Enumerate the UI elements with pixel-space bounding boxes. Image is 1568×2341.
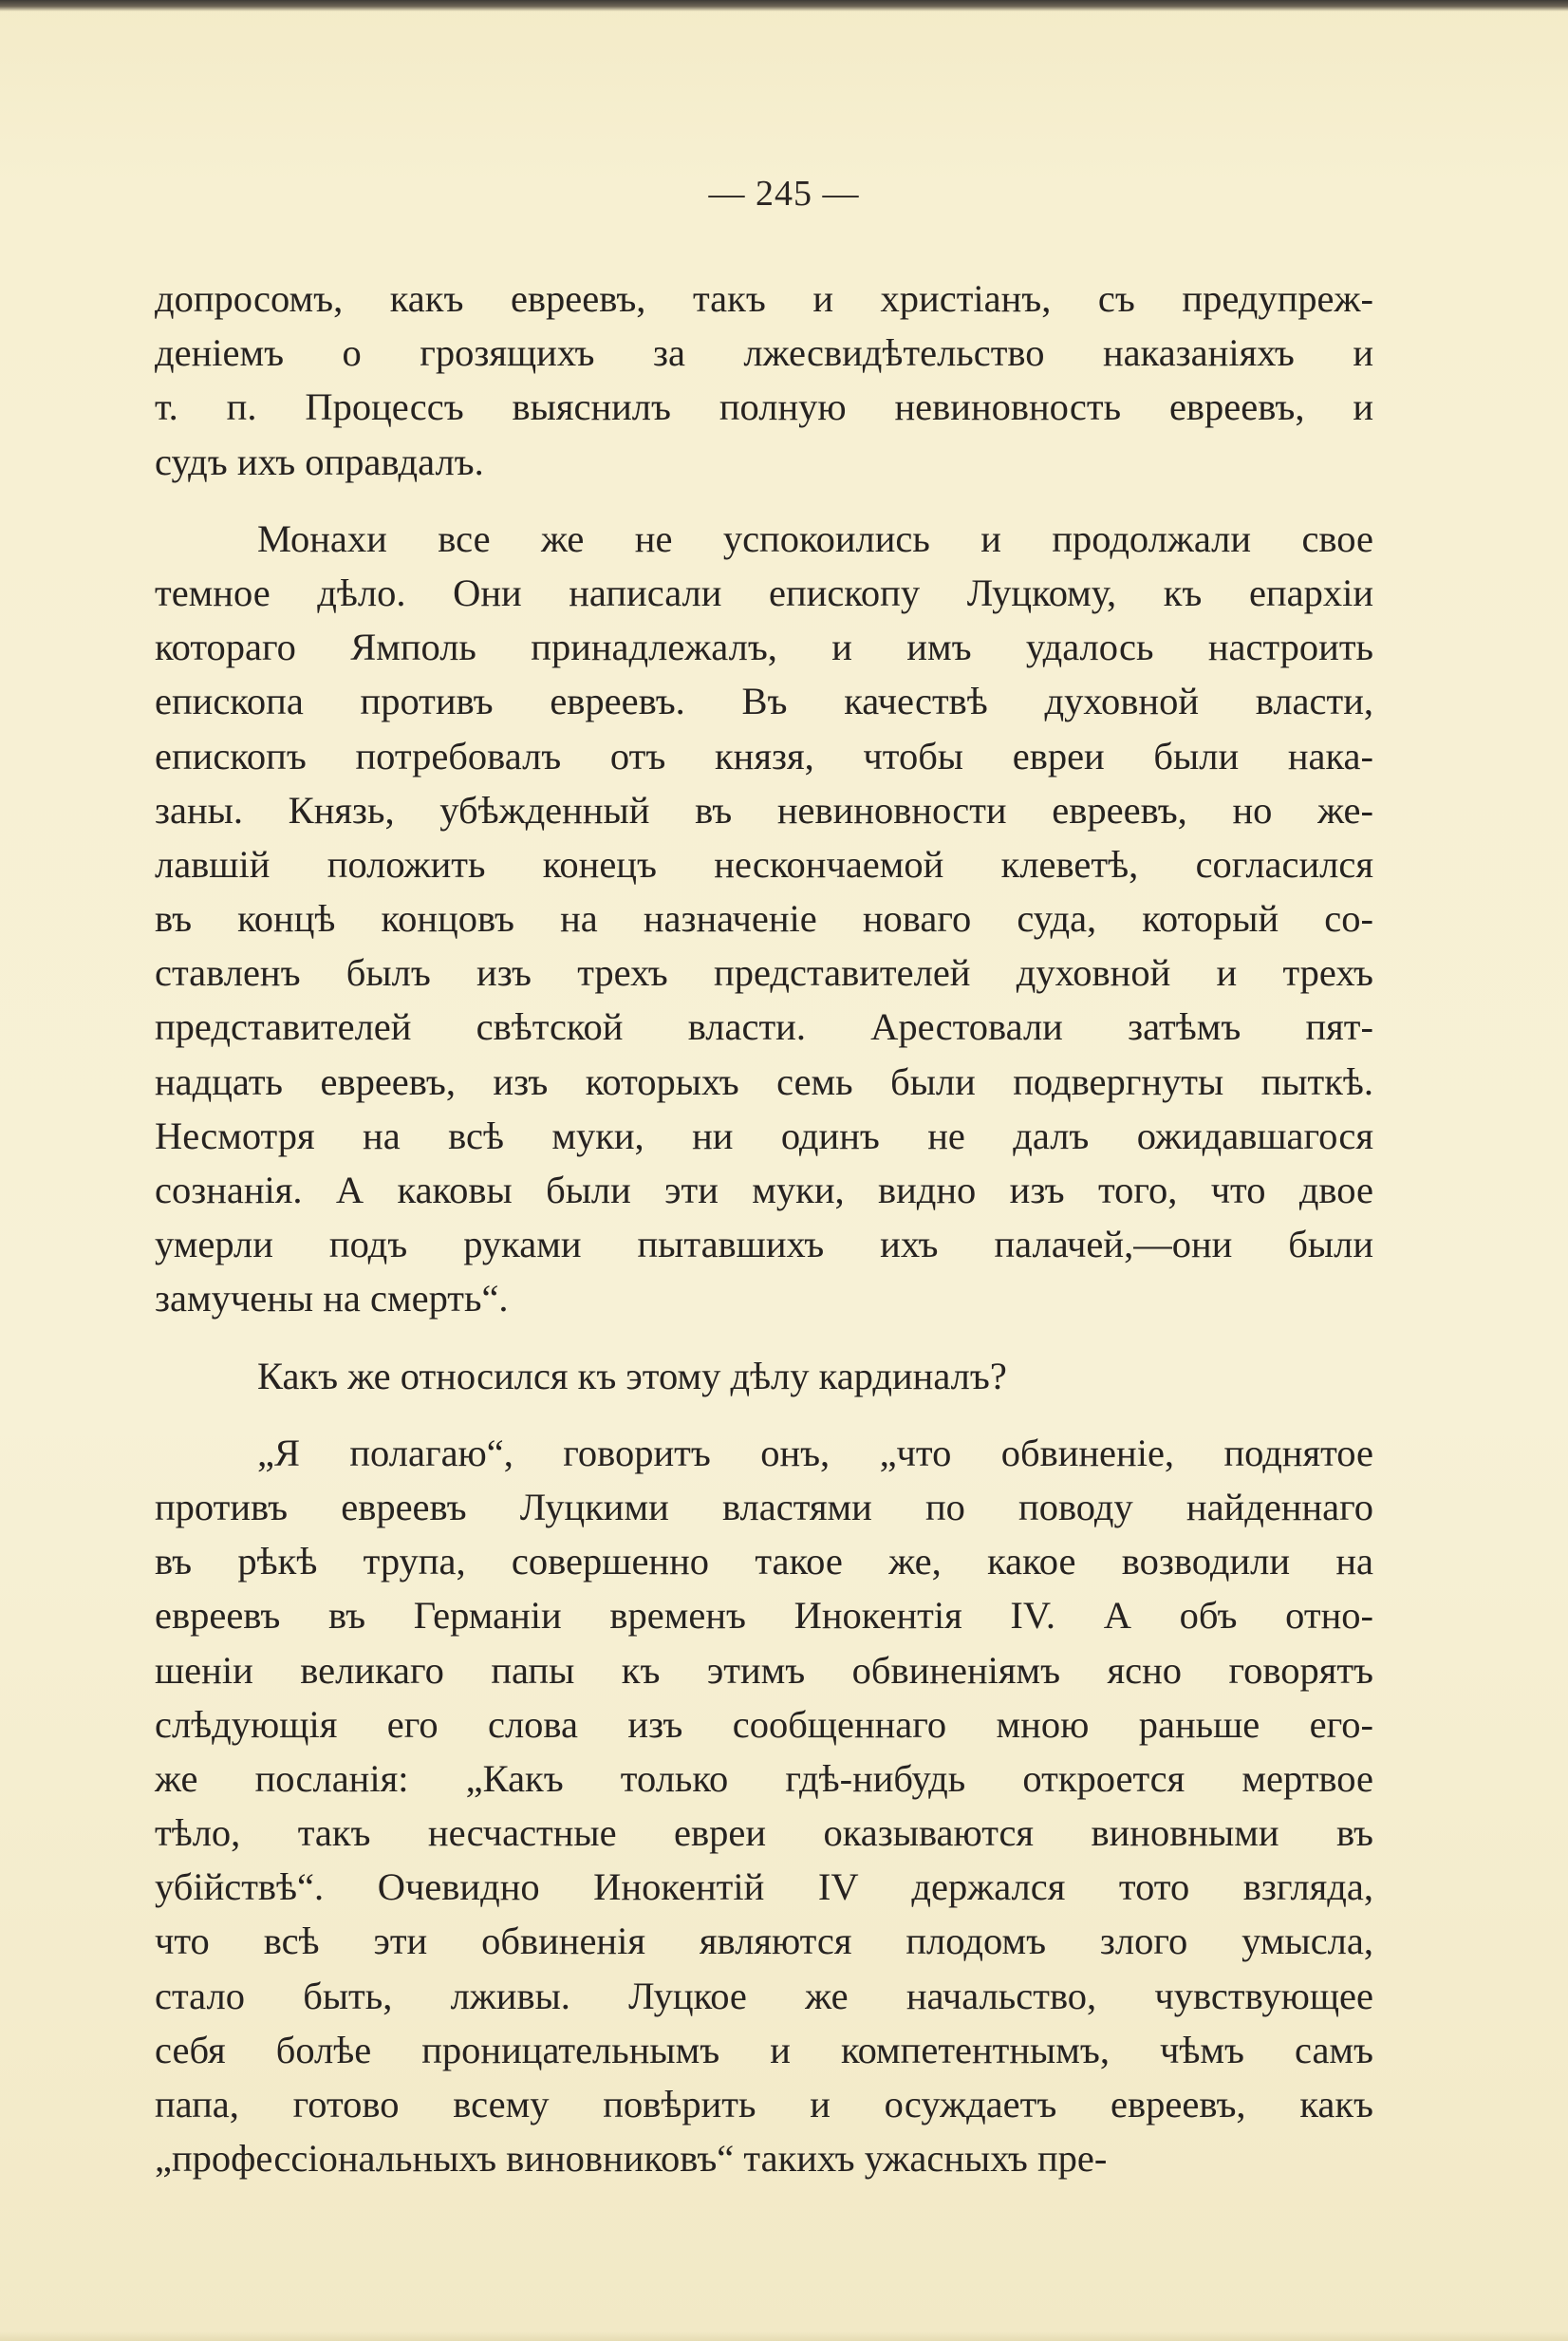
text-line: убійствѣ“. Очевидно Инокентій IV держался тото взгляда, — [155, 1865, 1373, 1909]
text-line: Несмотря на всѣ муки, ни одинъ не далъ ожидавшагося — [155, 1114, 1373, 1157]
text-line: ставленъ былъ изъ трехъ представителей духовной и трехъ — [155, 951, 1373, 995]
text-line: лавшій положить конецъ нескончаемой клеветѣ, согласился — [155, 842, 1373, 886]
text-line: себя болѣе проницательнымъ и компетентнымъ, чѣмъ самъ — [155, 2028, 1373, 2071]
paragraph-gap — [155, 1403, 1373, 1426]
text-line: епископа противъ евреевъ. Въ качествѣ духовной власти, — [155, 680, 1373, 723]
text-line: противъ евреевъ Луцкими властями по поводу найденнаго — [155, 1485, 1373, 1528]
paragraph-gap — [155, 489, 1373, 512]
text-line: евреевъ въ Германіи временъ Инокентія IV. А объ отно- — [155, 1594, 1373, 1638]
text-line: умерли подъ руками пытавшихъ ихъ палачей,—они были — [155, 1223, 1373, 1266]
text-line: деніемъ о грозящихъ за лжесвидѣтельство наказаніяхъ и — [155, 331, 1373, 375]
text-line: папа, готово всему повѣрить и осуждаетъ евреевъ, какъ — [155, 2083, 1373, 2126]
text-line: въ рѣкѣ трупа, совершенно такое же, какое возводили на — [155, 1540, 1373, 1583]
scan-bottom-edge — [0, 2332, 1568, 2341]
text-line: котораго Ямполь принадлежалъ, и имъ удалось настроить — [155, 626, 1373, 669]
text-line: заны. Князь, убѣжденный въ невиновности евреевъ, но же- — [155, 788, 1373, 832]
text-line: стало быть, лживы. Луцкое же начальство, чувствующее — [155, 1974, 1373, 2017]
text-line: надцать евреевъ, изъ которыхъ семь были подвергнуты пыткѣ. — [155, 1059, 1373, 1103]
text-line: „профессіональныхъ виновниковъ“ такихъ ужасныхъ пре- — [155, 2137, 1108, 2181]
text-line: Монахи все же не успокоились и продолжали свое — [257, 516, 1373, 560]
page-body-text — [155, 272, 1373, 2185]
scan-top-edge — [0, 0, 1568, 11]
text-line: „Я полагаю“, говоритъ онъ, „что обвиненіе, поднятое — [257, 1431, 1373, 1474]
text-line: слѣдующія его слова изъ сообщеннаго мною раньше его- — [155, 1702, 1373, 1746]
text-line: епископъ потребовалъ отъ князя, чтобы евреи были нака- — [155, 734, 1373, 777]
text-line: Какъ же относился къ этому дѣлу кардиналъ? — [257, 1354, 1007, 1397]
text-line: шеніи великаго папы къ этимъ обвиненіямъ ясно говорятъ — [155, 1648, 1373, 1692]
text-line: т. п. Процессъ выяснилъ полную невиновность евреевъ, и — [155, 385, 1373, 429]
text-line: сознанія. А каковы были эти муки, видно изъ того, что двое — [155, 1169, 1373, 1211]
paragraph — [155, 1349, 1373, 1403]
text-line: замучены на смерть“. — [155, 1277, 509, 1320]
text-line: что всѣ эти обвиненія являются плодомъ злого умысла, — [155, 1920, 1373, 1963]
text-line: темное дѣло. Они написали епископу Луцкому, къ епархіи — [155, 571, 1373, 614]
paragraph — [155, 272, 1373, 489]
page-number-header: — 245 — — [708, 174, 860, 214]
paragraph — [155, 512, 1373, 1326]
text-line: судъ ихъ оправдалъ. — [155, 440, 484, 483]
text-line: допросомъ, какъ евреевъ, такъ и христіанъ, съ предупреж- — [155, 277, 1373, 320]
paragraph — [155, 1426, 1373, 2186]
text-line: представителей свѣтской власти. Арестовали затѣмъ пят- — [155, 1005, 1373, 1049]
text-line: въ концѣ концовъ на назначеніе новаго суда, который со- — [155, 897, 1373, 941]
text-line: тѣло, такъ несчастные евреи оказываются виновными въ — [155, 1811, 1373, 1855]
text-line: же посланія: „Какъ только гдѣ-нибудь откроется мертвое — [155, 1756, 1373, 1800]
paragraph-gap — [155, 1326, 1373, 1349]
